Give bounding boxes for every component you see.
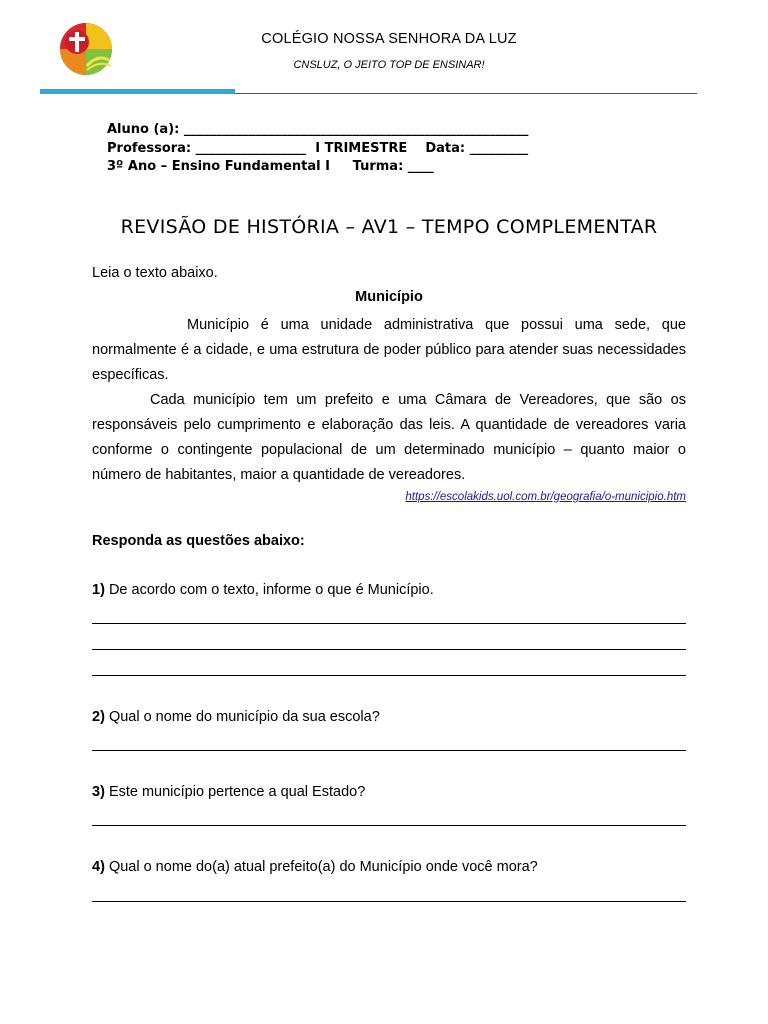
question-1 <box>92 582 434 598</box>
school-name: COLÉGIO NOSSA SENHORA DA LUZ <box>261 31 517 47</box>
question-text: Qual o nome do(a) atual prefeito(a) do Município onde você mora? <box>108 859 538 875</box>
question-text: De acordo com o texto, informe o que é Município. <box>108 582 434 598</box>
answer-line[interactable] <box>92 901 686 902</box>
source-link[interactable]: https://escolakids.uol.com.br/geografia/o-municipio.htm <box>405 491 686 503</box>
question-text: Este município pertence a qual Estado? <box>108 784 366 800</box>
header-divider <box>235 93 697 94</box>
reading-paragraph-2: Cada município tem um prefeito e uma Câmara de Vereadores, que são os responsáveis pelo cumprimento e elaboração das leis. A quantidade de vereadores varia conforme o contingente populacional de um determinado município – quanto maior o número de habitantes, maior a quantidade de vereadores. <box>92 392 686 483</box>
instructions: Responda as questões abaixo: <box>92 533 305 549</box>
aluno-blank[interactable]: _____________________________________________________ <box>183 122 529 137</box>
answer-line[interactable] <box>92 825 686 826</box>
question-number: 3) <box>92 784 105 800</box>
answer-line[interactable] <box>92 675 686 676</box>
trimestre-label: I TRIMESTRE <box>315 141 408 156</box>
question-number: 1) <box>92 582 105 598</box>
header-accent-line <box>40 89 235 94</box>
question-2 <box>92 709 380 725</box>
professora-blank[interactable]: _________________ <box>195 141 307 156</box>
question-3 <box>92 784 365 800</box>
teacher-row <box>107 141 528 156</box>
answer-line[interactable] <box>92 750 686 751</box>
answer-line[interactable] <box>92 623 686 624</box>
turma-blank[interactable]: ____ <box>407 159 434 174</box>
question-number: 2) <box>92 709 105 725</box>
document-title: REVISÃO DE HISTÓRIA – AV1 – TEMPO COMPLEMENTAR <box>120 216 658 238</box>
reading-paragraph-1: Município é uma unidade administrativa que possui uma sede, que normalmente é a cidade, e uma estrutura de poder público para atender suas necessidades específicas. <box>92 317 686 383</box>
grade-row <box>107 159 434 174</box>
professora-label: Professora: <box>107 141 192 156</box>
question-text: Qual o nome do município da sua escola? <box>108 709 380 725</box>
student-name-row <box>107 122 528 137</box>
data-label: Data: <box>425 141 466 156</box>
turma-label: Turma: <box>352 159 404 174</box>
question-4 <box>92 859 538 875</box>
intro-text: Leia o texto abaixo. <box>92 265 218 281</box>
reading-title: Município <box>355 289 423 305</box>
aluno-label: Aluno (a): <box>107 122 180 137</box>
question-number: 4) <box>92 859 105 875</box>
data-blank[interactable]: _________ <box>469 141 529 156</box>
answer-line[interactable] <box>92 649 686 650</box>
grade-label: 3º Ano – Ensino Fundamental I <box>107 159 330 174</box>
school-motto: CNSLUZ, O JEITO TOP DE ENSINAR! <box>293 59 485 71</box>
